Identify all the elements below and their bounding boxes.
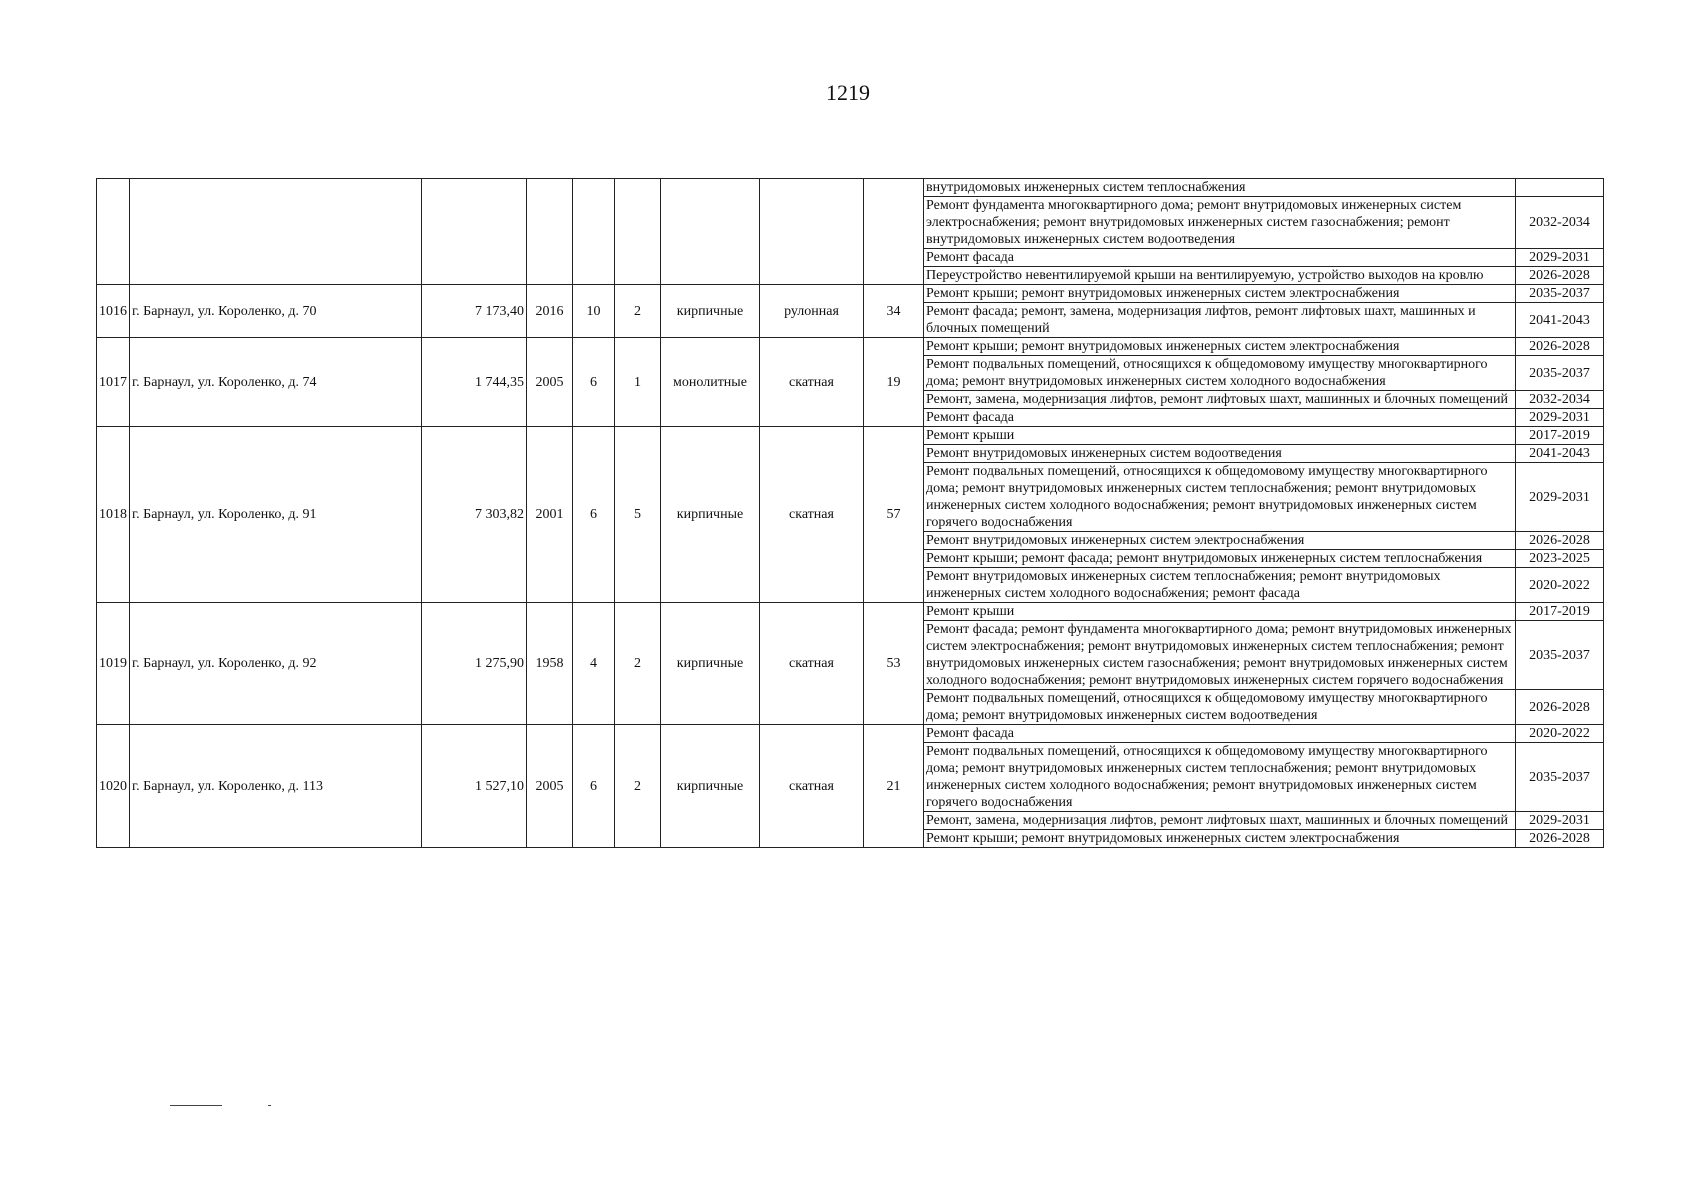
table-row	[97, 603, 1604, 621]
address: г. Барнаул, ул. Короленко, д. 91	[130, 427, 422, 603]
work-period: 2020-2022	[1516, 725, 1604, 743]
row-number: 1020	[97, 725, 130, 848]
work-period: 2020-2022	[1516, 568, 1604, 603]
work-period: 2026-2028	[1516, 532, 1604, 550]
work-description: Ремонт подвальных помещений, относящихся к общедомовому имуществу многоквартирного дома; ремонт внутридомовых инженерных систем теплоснабжения; ремонт внутридомовых инженерных систем холодного водоснабжения; ремонт внутридомовых инженерных систем горячего водоснабжения	[924, 743, 1516, 812]
row-number: 1017	[97, 338, 130, 427]
empty-cell	[661, 179, 760, 285]
roof-type: скатная	[760, 603, 864, 725]
work-period: 2041-2043	[1516, 445, 1604, 463]
build-year: 2016	[527, 285, 573, 338]
entrances: 2	[615, 603, 661, 725]
wall-material: кирпичные	[661, 285, 760, 338]
address: г. Барнаул, ул. Короленко, д. 74	[130, 338, 422, 427]
work-description: Ремонт фундамента многоквартирного дома; ремонт внутридомовых инженерных систем электроснабжения; ремонт внутридомовых инженерных систем газоснабжения; ремонт внутридомовых инженерных систем водоотведения	[924, 197, 1516, 249]
work-description: Ремонт фасада; ремонт, замена, модернизация лифтов, ремонт лифтовых шахт, машинных и блочных помещений	[924, 303, 1516, 338]
floors: 6	[573, 427, 615, 603]
roof-type: рулонная	[760, 285, 864, 338]
build-year: 2005	[527, 725, 573, 848]
address: г. Барнаул, ул. Короленко, д. 113	[130, 725, 422, 848]
address: г. Барнаул, ул. Короленко, д. 92	[130, 603, 422, 725]
entrances: 2	[615, 285, 661, 338]
work-period: 2029-2031	[1516, 812, 1604, 830]
row-number: 1018	[97, 427, 130, 603]
address: г. Барнаул, ул. Короленко, д. 70	[130, 285, 422, 338]
floors: 6	[573, 725, 615, 848]
wear-percent: 21	[864, 725, 924, 848]
floors: 6	[573, 338, 615, 427]
entrances: 2	[615, 725, 661, 848]
work-period: 2017-2019	[1516, 427, 1604, 445]
entrances: 5	[615, 427, 661, 603]
work-period: 2035-2037	[1516, 285, 1604, 303]
work-description: Ремонт крыши; ремонт внутридомовых инженерных систем электроснабжения	[924, 830, 1516, 848]
total-area: 7 173,40	[422, 285, 527, 338]
work-description: внутридомовых инженерных систем теплоснабжения	[924, 179, 1516, 197]
work-description: Ремонт крыши	[924, 427, 1516, 445]
empty-cell	[615, 179, 661, 285]
work-period: 2026-2028	[1516, 830, 1604, 848]
work-period: 2032-2034	[1516, 197, 1604, 249]
work-description: Ремонт крыши; ремонт фасада; ремонт внутридомовых инженерных систем теплоснабжения	[924, 550, 1516, 568]
capital-repair-table	[96, 178, 1604, 848]
work-period: 2035-2037	[1516, 621, 1604, 690]
work-description: Ремонт, замена, модернизация лифтов, ремонт лифтовых шахт, машинных и блочных помещений	[924, 812, 1516, 830]
total-area: 7 303,82	[422, 427, 527, 603]
empty-cell	[97, 179, 130, 285]
row-number: 1019	[97, 603, 130, 725]
work-period	[1516, 179, 1604, 197]
work-description: Ремонт крыши	[924, 603, 1516, 621]
floors: 4	[573, 603, 615, 725]
work-period: 2026-2028	[1516, 690, 1604, 725]
table-row	[97, 285, 1604, 303]
roof-type: скатная	[760, 338, 864, 427]
wall-material: кирпичные	[661, 725, 760, 848]
roof-type: скатная	[760, 725, 864, 848]
work-description: Переустройство невентилируемой крыши на вентилируемую, устройство выходов на кровлю	[924, 267, 1516, 285]
row-number: 1016	[97, 285, 130, 338]
empty-cell	[573, 179, 615, 285]
work-description: Ремонт крыши; ремонт внутридомовых инженерных систем электроснабжения	[924, 338, 1516, 356]
empty-cell	[864, 179, 924, 285]
wall-material: монолитные	[661, 338, 760, 427]
work-description: Ремонт подвальных помещений, относящихся к общедомовому имуществу многоквартирного дома; ремонт внутридомовых инженерных систем холодного водоснабжения	[924, 356, 1516, 391]
total-area: 1 275,90	[422, 603, 527, 725]
work-description: Ремонт фасада; ремонт фундамента многоквартирного дома; ремонт внутридомовых инженерных систем электроснабжения; ремонт внутридомовых инженерных систем теплоснабжения; ремонт внутридомовых инженерных систем газоснабжения; ремонт внутридомовых инженерных систем холодного водоснабжения; ремонт внутридомовых инженерных систем горячего водоснабжения	[924, 621, 1516, 690]
work-period: 2029-2031	[1516, 409, 1604, 427]
work-period: 2026-2028	[1516, 338, 1604, 356]
total-area: 1 744,35	[422, 338, 527, 427]
wall-material: кирпичные	[661, 603, 760, 725]
wear-percent: 57	[864, 427, 924, 603]
empty-cell	[130, 179, 422, 285]
page-number: 1219	[826, 80, 870, 105]
wear-percent: 19	[864, 338, 924, 427]
table-row	[97, 179, 1604, 197]
wear-percent: 53	[864, 603, 924, 725]
work-description: Ремонт фасада	[924, 249, 1516, 267]
work-description: Ремонт подвальных помещений, относящихся к общедомовому имуществу многоквартирного дома; ремонт внутридомовых инженерных систем водоотведения	[924, 690, 1516, 725]
wall-material: кирпичные	[661, 427, 760, 603]
work-description: Ремонт крыши; ремонт внутридомовых инженерных систем электроснабжения	[924, 285, 1516, 303]
scan-mark	[268, 1105, 271, 1106]
total-area: 1 527,10	[422, 725, 527, 848]
scan-mark	[170, 1105, 222, 1106]
work-period: 2029-2031	[1516, 463, 1604, 532]
work-description: Ремонт внутридомовых инженерных систем теплоснабжения; ремонт внутридомовых инженерных систем холодного водоснабжения; ремонт фасада	[924, 568, 1516, 603]
work-period: 2023-2025	[1516, 550, 1604, 568]
entrances: 1	[615, 338, 661, 427]
table-row	[97, 725, 1604, 743]
build-year: 2005	[527, 338, 573, 427]
build-year: 1958	[527, 603, 573, 725]
roof-type: скатная	[760, 427, 864, 603]
work-period: 2026-2028	[1516, 267, 1604, 285]
work-period: 2041-2043	[1516, 303, 1604, 338]
work-period: 2032-2034	[1516, 391, 1604, 409]
work-description: Ремонт фасада	[924, 725, 1516, 743]
table-row	[97, 427, 1604, 445]
empty-cell	[422, 179, 527, 285]
work-period: 2029-2031	[1516, 249, 1604, 267]
work-description: Ремонт внутридомовых инженерных систем электроснабжения	[924, 532, 1516, 550]
empty-cell	[527, 179, 573, 285]
work-period: 2035-2037	[1516, 356, 1604, 391]
work-description: Ремонт внутридомовых инженерных систем водоотведения	[924, 445, 1516, 463]
work-description: Ремонт, замена, модернизация лифтов, ремонт лифтовых шахт, машинных и блочных помещений	[924, 391, 1516, 409]
build-year: 2001	[527, 427, 573, 603]
work-description: Ремонт фасада	[924, 409, 1516, 427]
empty-cell	[760, 179, 864, 285]
table-row	[97, 338, 1604, 356]
work-period: 2035-2037	[1516, 743, 1604, 812]
wear-percent: 34	[864, 285, 924, 338]
work-description: Ремонт подвальных помещений, относящихся к общедомовому имуществу многоквартирного дома; ремонт внутридомовых инженерных систем теплоснабжения; ремонт внутридомовых инженерных систем холодного водоснабжения; ремонт внутридомовых инженерных систем горячего водоснабжения	[924, 463, 1516, 532]
floors: 10	[573, 285, 615, 338]
work-period: 2017-2019	[1516, 603, 1604, 621]
